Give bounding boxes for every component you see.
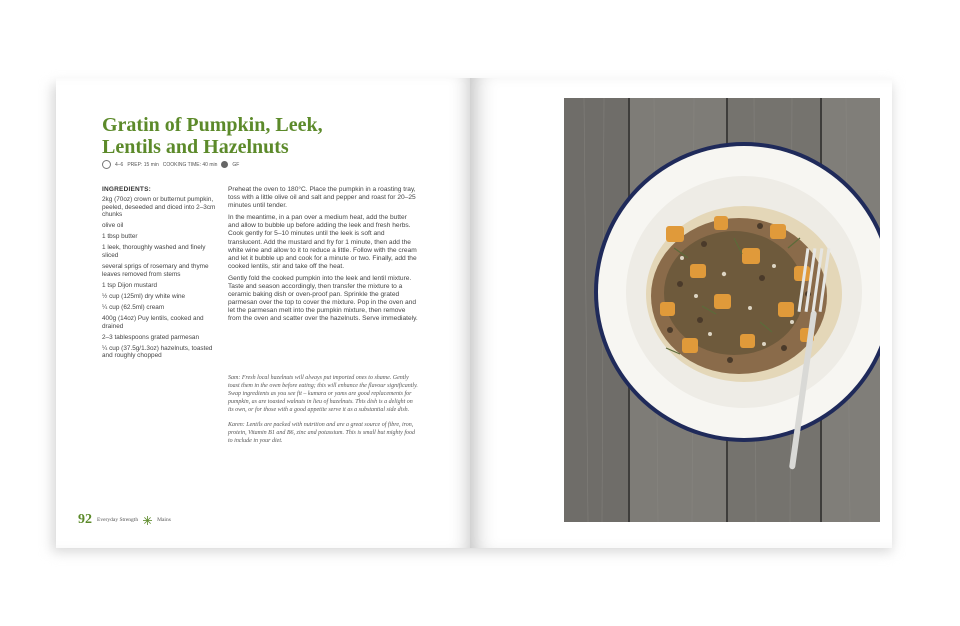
left-page: [56, 78, 470, 548]
book-title: Everyday Strength: [97, 517, 139, 523]
ingredient-item: 2–3 tablespoons grated parmesan: [102, 333, 199, 341]
method-step: Preheat the oven to 180°C. Place the pumpkin in a roasting tray, toss with a little olive oil and salt and pepper and roast for 20–25 minutes until tender.: [228, 186, 416, 210]
ingredient-item: 1 leek, thoroughly washed and finely sliced: [102, 244, 206, 260]
ingredient-item: 400g (14oz) Puy lentils, cooked and drained: [102, 314, 204, 330]
page-footer: [78, 512, 171, 528]
prep-time: PREP: 15 min: [127, 161, 159, 168]
ingredient-item: 1 tsp Dijon mustard: [102, 281, 158, 289]
cooking-time: COOKING TIME: 40 min: [162, 161, 218, 168]
note-karen: Karen: Lentils are packed with nutrition and are a great source of fibre, iron, protein, Vitamin B1 and B6, zinc and potassium. This is small but mighty food to include in your diet.: [228, 422, 416, 444]
right-page: [470, 78, 892, 548]
note-sam: Sam: Fresh local hazelnuts will always put imported ones to shame. Gently toast them in the oven before eating; this will enhance the flavour significantly. Swap ingredients as you see fit – kumara or yams are good replacements for pumpkin, as are toasted walnuts in lieu of hazelnuts. This dish is a delight on its own, or for those with a good appetite serve it as a substantial side dish.: [228, 375, 418, 413]
gratin-bowl-illustration: [564, 98, 880, 522]
diet-label: GF: [232, 161, 240, 168]
ingredients-list: [102, 186, 222, 363]
open-cookbook: [56, 78, 892, 548]
serves-value: 4–6: [115, 161, 124, 168]
ingredients-heading: INGREDIENTS:: [102, 186, 151, 193]
ingredient-item: 1 tbsp butter: [102, 233, 138, 241]
section-name: Mains: [157, 517, 171, 523]
page-number: 92: [78, 512, 92, 527]
recipe-meta: [102, 160, 239, 169]
recipe-notes: [228, 374, 418, 452]
recipe-title: Gratin of Pumpkin, Leek, Lentils and Hazelnuts: [102, 114, 323, 158]
ingredient-item: olive oil: [102, 222, 124, 230]
food-photo: [564, 98, 880, 522]
method-step: Gently fold the cooked pumpkin into the leek and lentil mixture. Taste and season accordingly, then transfer the mixture to a ceramic baking dish or oven-proof pan. Sprinkle the grated parmesan over the top to cover the mixture. Pop in the oven and let the parmesan melt into the pumpkin mixture, then remove from the oven and scatter over the hazelnuts. Serve immediately.: [228, 274, 418, 323]
method-text: [228, 186, 418, 328]
ingredient-item: ½ cup (125ml) dry white wine: [102, 292, 186, 300]
star-ornament-icon: [143, 516, 152, 525]
method-step: In the meantime, in a pan over a medium heat, add the butter and allow to bubble up before adding the leek and fresh herbs. Cook gently for 5–10 minutes until the leek is soft and translucent. Add the mustard and fry for 1 minute, then add the white wine and allow to it to reduce a little. Follow with the cream and let it bubble up and cook for a minute or two. Finally, add the cooked lentils, stir and take off the heat.: [228, 214, 417, 270]
ingredient-item: several sprigs of rosemary and thyme leaves removed from stems: [102, 263, 209, 278]
gluten-free-icon: [221, 161, 228, 168]
ingredient-item: ¼ cup (37.5g/1.3oz) hazelnuts, toasted and roughly chopped: [102, 344, 213, 360]
serves-icon: [102, 160, 111, 169]
ingredient-item: 2kg (70oz) crown or butternut pumpkin, peeled, deseeded and diced into 2–3cm chunks: [102, 195, 216, 219]
ingredient-item: ¼ cup (62.5ml) cream: [102, 303, 165, 311]
